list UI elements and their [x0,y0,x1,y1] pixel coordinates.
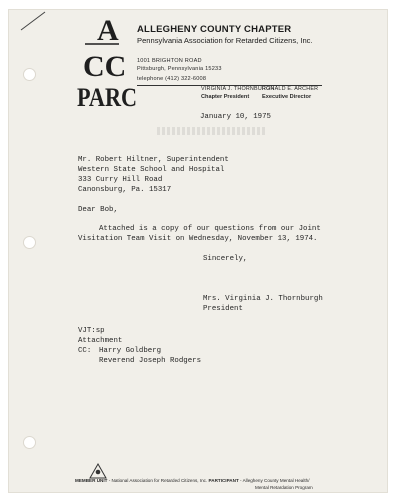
recipient-line: Canonsburg, Pa. 15317 [78,186,172,194]
chapter-name: ALLEGHENY COUNTY CHAPTER [137,24,292,35]
body-line: Visitation Team Visit on Wednesday, November 13, 1974. [78,235,318,243]
recipient-line: Mr. Robert Hiltner, Superintendent [78,156,229,164]
participant-program: Mental Retardation Program [255,485,313,490]
participant-text: - Allegheny County Mental Health/ [240,478,310,483]
signer-name: Mrs. Virginia J. Thornburgh [203,295,323,303]
association-name: Pennsylvania Association for Retarded Citizens, Inc. [137,36,313,45]
corner-pen-mark [19,10,59,32]
officer-name: RONALD E. ARCHER [262,86,319,92]
punch-hole [23,436,36,449]
typist-initials: VJT:sp [78,327,105,335]
bleed-through-text [157,127,267,135]
cc-recipient: Harry Goldberg [99,347,162,355]
closing: Sincerely, [203,255,248,263]
cc-recipient: Reverend Joseph Rodgers [99,357,202,365]
logo-letter-a: A [97,14,119,47]
logo-letters-parc: PARC [77,83,137,112]
punch-hole [23,68,36,81]
salutation: Dear Bob, [78,206,118,214]
footer-affiliations [75,478,310,483]
member-text: - National Association for Retarded Citizens, Inc. [108,478,208,483]
body-line: Attached is a copy of our questions from our Joint [99,225,321,233]
officer-name: VIRGINIA J. THORNBURGH [201,86,275,92]
recipient-line: 333 Curry Hill Road [78,176,163,184]
participant-label: PARTICIPANT [208,478,239,483]
member-unit-icon [89,463,107,479]
officer-title: Chapter President [201,94,250,100]
member-label: MEMBER UNIT [75,478,108,483]
address-city: Pittsburgh, Pennsylvania 15233 [137,66,222,72]
recipient-line: Western State School and Hospital [78,166,225,174]
officer-title: Executive Director [262,94,312,100]
signer-title: President [203,305,243,313]
letter-date: January 10, 1975 [200,113,271,121]
cc-label: CC: [78,347,92,355]
address-street: 1001 BRIGHTON ROAD [137,58,202,64]
phone-number: telephone (412) 322-6008 [137,76,207,82]
punch-hole [23,236,36,249]
letter-page [9,10,387,492]
parc-logo [77,14,139,110]
logo-letters-cc: CC [83,50,127,83]
enclosure-note: Attachment [78,337,123,345]
